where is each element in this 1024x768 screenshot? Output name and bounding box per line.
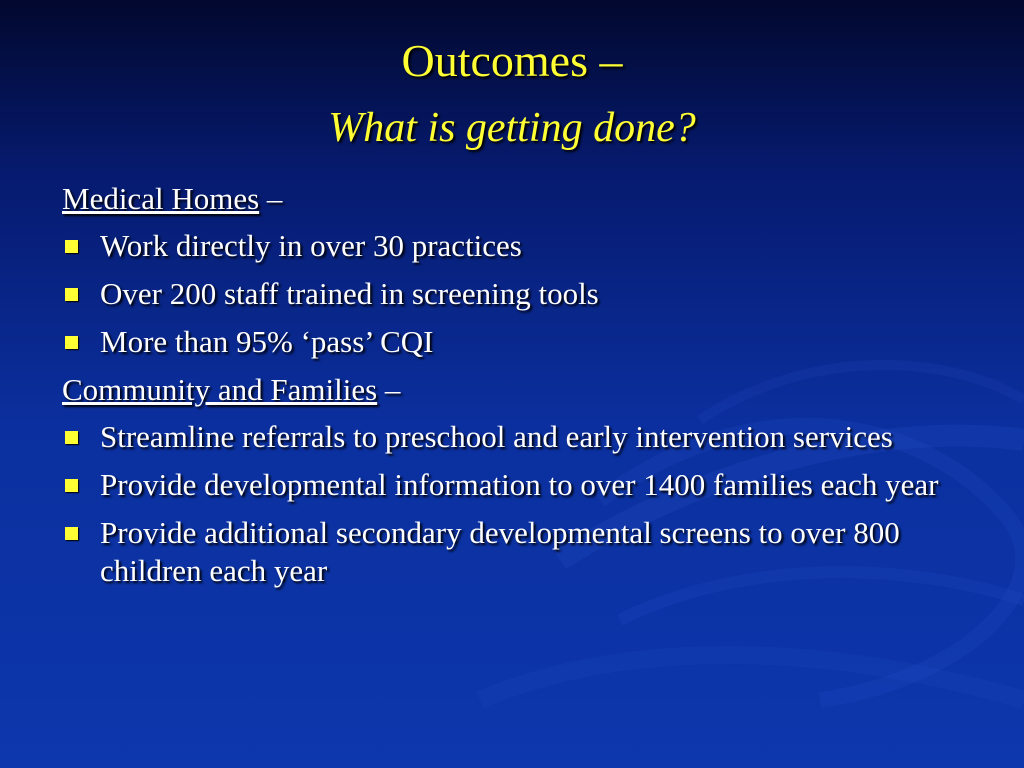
section-heading-text: Medical Homes xyxy=(62,181,260,216)
section-heading-community-and-families xyxy=(62,371,972,409)
square-bullet-icon xyxy=(65,479,78,492)
bullet-text: Work directly in over 30 practices xyxy=(100,228,522,263)
slide-content xyxy=(62,180,972,600)
slide-subtitle: What is getting done? xyxy=(328,105,696,151)
section-heading-medical-homes xyxy=(62,180,972,218)
bullet-item xyxy=(62,323,972,361)
square-bullet-icon xyxy=(65,288,78,301)
square-bullet-icon xyxy=(65,336,78,349)
bullet-text: Provide additional secondary developmental screens to over 800 children each year xyxy=(100,515,900,588)
bullet-text: Provide developmental information to over 1400 families each year xyxy=(100,467,939,502)
square-bullet-icon xyxy=(65,240,78,253)
bullet-item xyxy=(62,275,972,313)
bullet-item xyxy=(62,418,972,456)
section-heading-dash: – xyxy=(377,372,401,407)
bullet-item xyxy=(62,466,972,504)
bullet-text: More than 95% ‘pass’ CQI xyxy=(100,324,434,359)
bullet-text: Over 200 staff trained in screening tools xyxy=(100,276,599,311)
square-bullet-icon xyxy=(65,431,78,444)
bullet-item xyxy=(62,514,972,590)
section-heading-dash: – xyxy=(259,181,283,216)
square-bullet-icon xyxy=(65,527,78,540)
section-heading-text: Community and Families xyxy=(62,372,378,407)
bullet-item xyxy=(62,227,972,265)
slide-title: Outcomes – xyxy=(401,35,623,86)
bullet-text: Streamline referrals to preschool and early intervention services xyxy=(100,419,893,454)
